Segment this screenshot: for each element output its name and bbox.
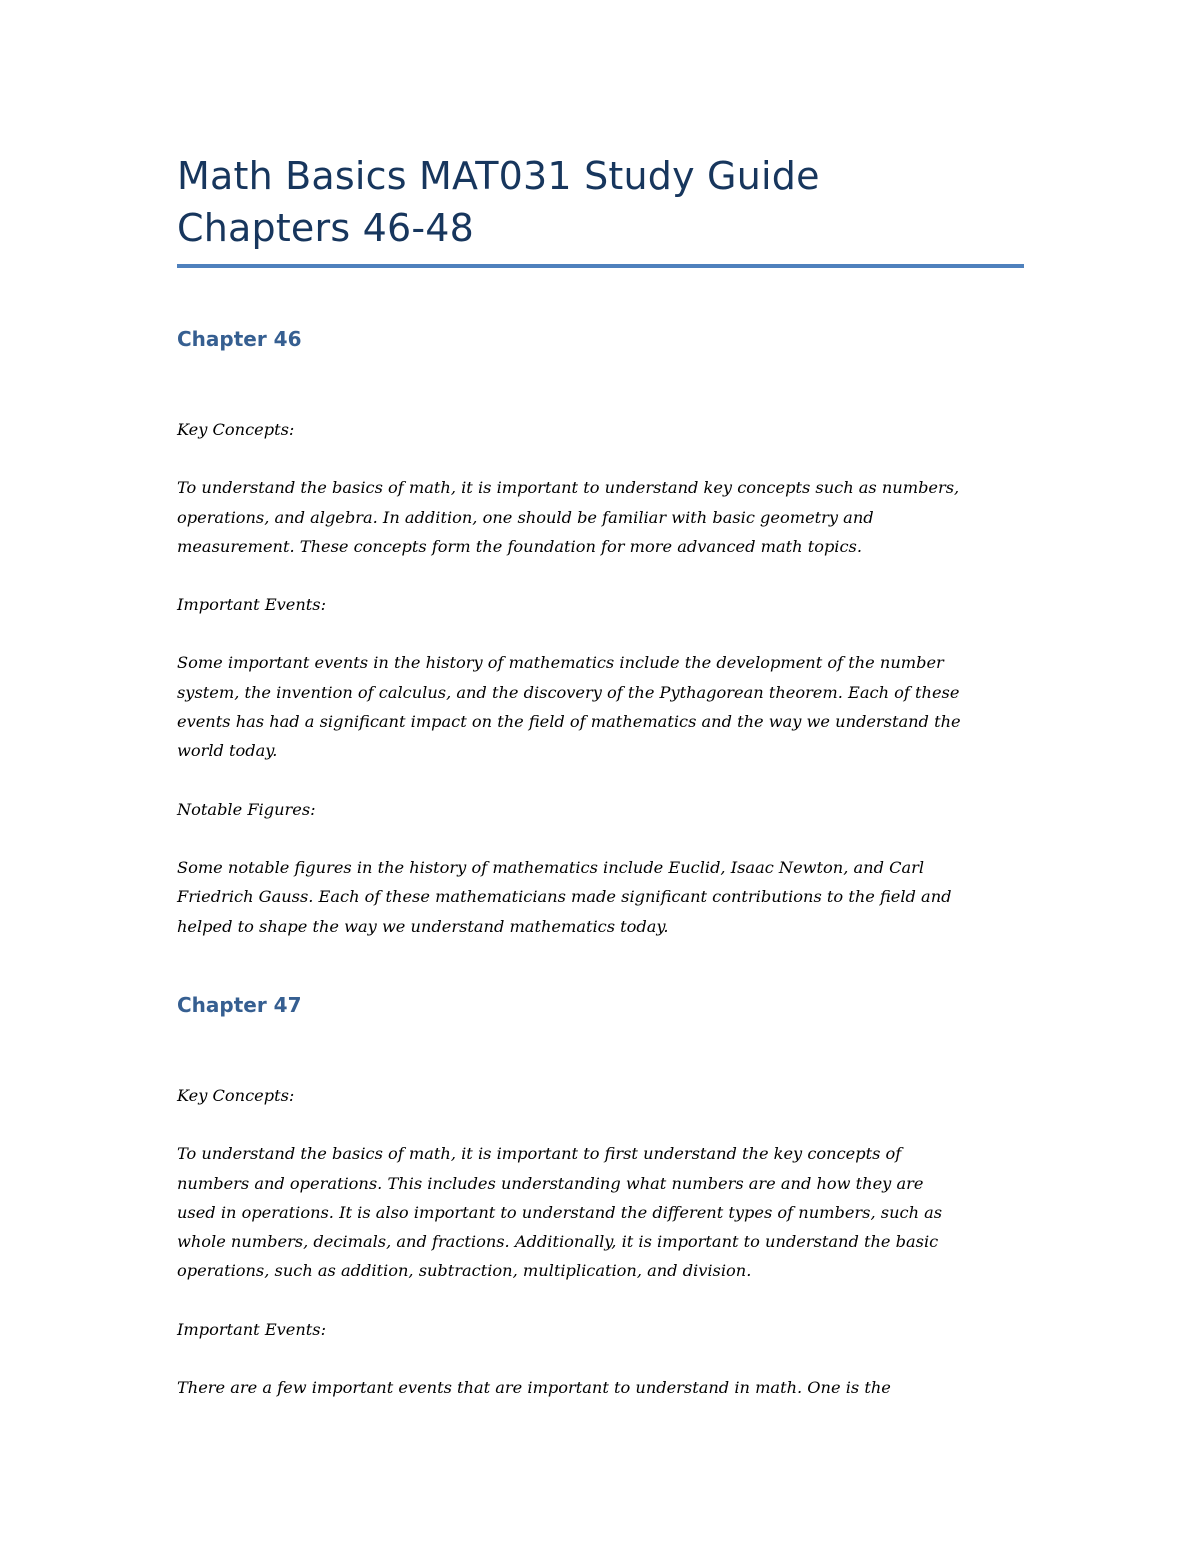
chapter-heading: Chapter 47 — [177, 993, 302, 1017]
paragraph-line: There are a few important events that are important to understand in math. One is the — [177, 1378, 891, 1398]
document-title — [177, 150, 1024, 254]
notable-figures-paragraph — [177, 853, 1024, 941]
important-events-paragraph — [177, 1373, 1024, 1402]
paragraph-line: helped to shape the way we understand mathematics today. — [177, 916, 669, 936]
paragraph-line: whole numbers, decimals, and fractions. Additionally, it is important to understand the basic — [177, 1232, 939, 1252]
paragraph-line: To understand the basics of math, it is important to understand key concepts such as numbers, — [177, 478, 960, 498]
key-concepts-label: Key Concepts: — [177, 1086, 295, 1105]
paragraph-line: Some important events in the history of mathematics include the development of the number — [177, 653, 944, 673]
document-content — [177, 150, 1024, 1398]
title-line-1: Math Basics MAT031 Study Guide — [177, 154, 820, 198]
paragraph-line: Some notable figures in the history of mathematics include Euclid, Isaac Newton, and Carl — [177, 857, 925, 877]
paragraph-line: numbers and operations. This includes understanding what numbers are and how they are — [177, 1173, 924, 1193]
paragraph-line: operations, and algebra. In addition, one should be familiar with basic geometry and — [177, 507, 874, 527]
important-events-label: Important Events: — [177, 595, 327, 615]
title-line-2: Chapters 46-48 — [177, 206, 475, 250]
chapter-heading: Chapter 46 — [177, 327, 302, 351]
key-concepts-label: Key Concepts: — [177, 420, 295, 439]
title-divider — [177, 264, 1024, 268]
notable-figures-label: Notable Figures: — [177, 799, 316, 819]
paragraph-line: used in operations. It is also important to understand the different types of numbers, such as — [177, 1202, 943, 1222]
key-concepts-paragraph — [177, 1139, 1024, 1285]
important-events-paragraph — [177, 648, 1024, 765]
paragraph-line: world today. — [177, 741, 278, 761]
paragraph-line: operations, such as addition, subtraction, multiplication, and division. — [177, 1261, 752, 1281]
paragraph-line: system, the invention of calculus, and the discovery of the Pythagorean theorem. Each of these — [177, 682, 960, 702]
key-concepts-paragraph — [177, 473, 1024, 561]
paragraph-line: Friedrich Gauss. Each of these mathematicians made significant contributions to the field and — [177, 887, 952, 907]
chapter-46-section — [177, 325, 1024, 941]
chapter-47-section — [177, 991, 1024, 1402]
paragraph-line: events has had a significant impact on the field of mathematics and the way we understand the — [177, 712, 961, 732]
paragraph-line: To understand the basics of math, it is important to first understand the key concepts of — [177, 1144, 902, 1164]
important-events-label: Important Events: — [177, 1319, 327, 1339]
paragraph-line: measurement. These concepts form the foundation for more advanced math topics. — [177, 536, 862, 556]
